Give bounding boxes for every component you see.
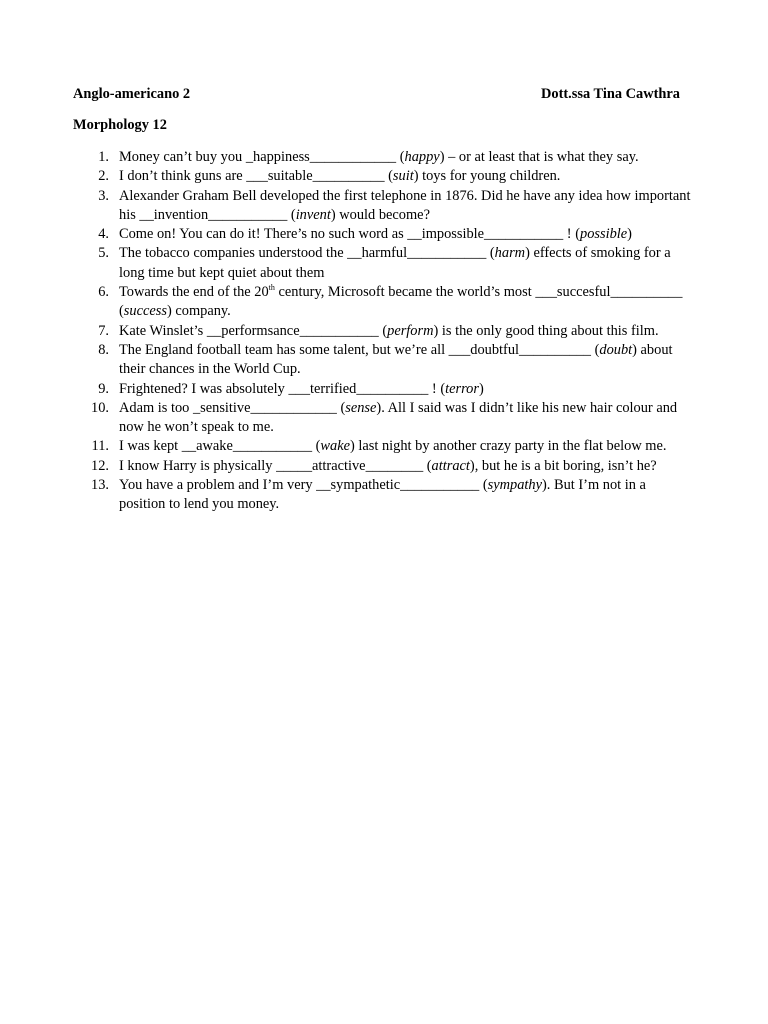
item-number: 6. [98,284,109,301]
item-number: 7. [98,322,109,339]
root-word-hint: suit [392,168,414,185]
sentence-text: ) last night by another crazy party in the flat below me. [350,438,667,455]
sentence-text: Frightened? I was absolutely ___terrified__________ ! ( [119,380,446,397]
teacher-name: Dott.ssa Tina Cawthra [541,86,680,102]
item-number: 3. [98,187,109,204]
exercise-item [73,283,693,322]
item-sentence [119,438,667,454]
exercise-item [73,437,693,456]
sentence-text: The tobacco companies understood the __harmful___________ ( [119,245,495,262]
item-number: 9. [98,380,109,397]
root-word-hint: wake [320,438,350,455]
item-number: 13. [91,477,109,494]
sentence-text: Come on! You can do it! There’s no such word as __impossible___________ ! ( [119,226,580,243]
exercise-item [73,322,693,341]
sentence-text: I know Harry is physically _____attractive________ ( [119,457,432,474]
sentence-text: Towards the end of the 20 [119,284,269,301]
ordinal-suffix: th [268,283,275,293]
root-word-hint: terror [445,380,479,397]
item-number: 12. [91,457,109,474]
sentence-text: The England football team has some talent, but we’re all ___doubtful__________ ( [119,341,600,358]
root-word-hint: sympathy [487,477,542,494]
course-name: Anglo-americano 2 [73,86,191,102]
item-sentence [119,342,673,377]
item-number: 11. [91,438,109,455]
sentence-text: ) about their chances in the World Cup. [119,341,673,378]
item-number: 2. [98,168,109,185]
sentence-text: I don’t think guns are ___suitable__________ ( [119,168,393,185]
exercise-list [73,148,693,515]
document-header [73,86,680,106]
exercise-item [73,225,693,244]
item-sentence [119,323,659,339]
exercise-item [73,457,693,476]
sentence-text: ) would become? [330,206,430,223]
exercise-item [73,244,693,283]
item-sentence [119,477,646,512]
root-word-hint: possible [580,226,628,243]
item-sentence [119,400,677,435]
sentence-text: I was kept __awake___________ ( [119,438,321,455]
exercise-title: Morphology 12 [73,117,167,133]
sentence-text: Kate Winslet’s __performsance___________ ( [119,322,388,339]
root-word-hint: sense [345,399,377,416]
sentence-text: ). But I’m not in a position to lend you money. [119,477,646,513]
item-number: 8. [98,341,109,358]
sentence-text: Alexander Graham Bell developed the first telephone in 1876. Did he have any idea how important his __invention___________ ( [119,187,691,223]
sentence-text: ), but he is a bit boring, isn’t he? [469,457,657,474]
root-word-hint: success [123,303,167,320]
root-word-hint: doubt [599,341,633,358]
item-number: 1. [98,149,109,165]
exercise-item [73,380,693,399]
sentence-text: ) is the only good thing about this film. [433,322,659,339]
root-word-hint: harm [494,245,526,262]
exercise-item [73,399,693,438]
item-sentence [119,226,632,242]
exercise-item [73,187,693,226]
sentence-text: Adam is too _sensitive____________ ( [119,399,346,416]
item-sentence [119,168,560,184]
sentence-text: century, Microsoft became the world’s most ___succesful__________ ( [119,284,683,320]
item-sentence [119,381,484,397]
sentence-text: ) [627,226,632,243]
sentence-text: ) – or at least that is what they say. [439,149,639,165]
sentence-text: ) company. [166,303,231,320]
item-sentence [119,245,671,280]
root-word-hint: attract [431,457,470,474]
sentence-text: ) toys for young children. [413,168,561,185]
sentence-text: Money can’t buy you _happiness____________ ( [119,149,405,165]
exercise-item [73,476,693,515]
exercise-item [73,341,693,380]
exercise-item [73,148,693,167]
root-word-hint: perform [387,322,434,339]
item-sentence [119,188,690,223]
sentence-text: You have a problem and I’m very __sympathetic___________ ( [119,477,488,494]
item-number: 10. [91,399,109,416]
root-word-hint: invent [295,206,331,223]
item-sentence [119,284,682,319]
sentence-text: ). All I said was I didn’t like his new hair colour and now he won’t speak to me. [119,399,678,436]
item-number: 4. [98,226,109,243]
root-word-hint: happy [404,149,440,165]
item-number: 5. [98,245,109,262]
exercise-item [73,167,693,186]
sentence-text: ) effects of smoking for a long time but kept quiet about them [119,245,671,281]
sentence-text: ) [478,380,484,397]
item-sentence [119,458,657,474]
item-sentence [119,149,639,165]
